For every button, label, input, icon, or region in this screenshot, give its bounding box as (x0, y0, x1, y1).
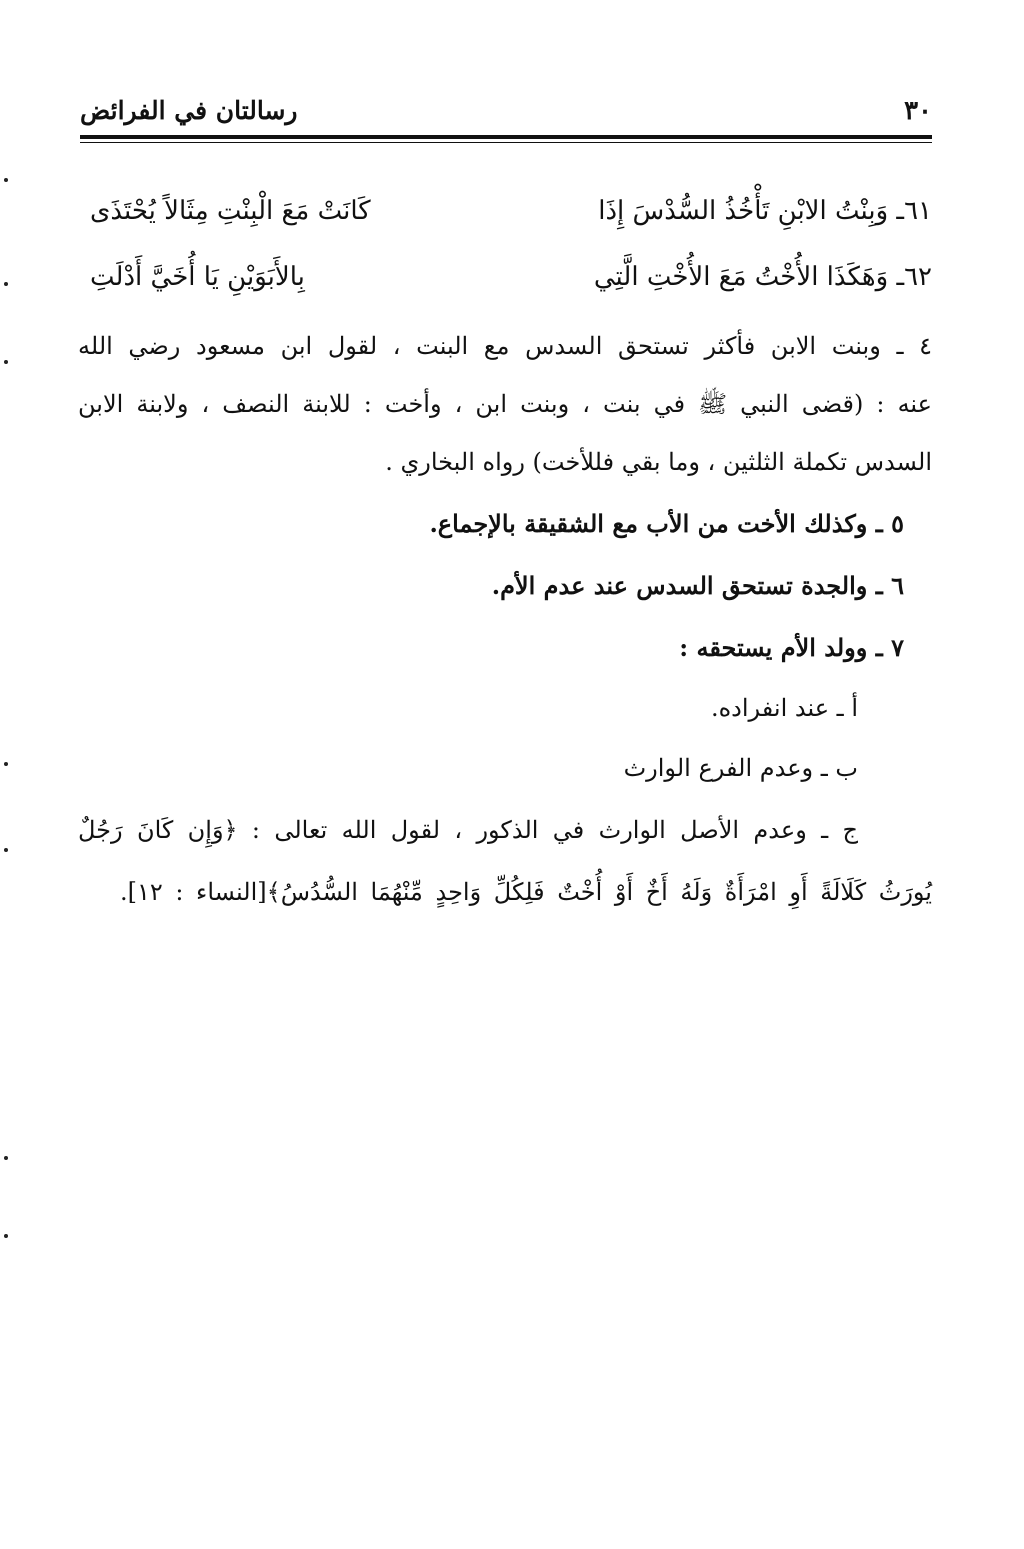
paragraph-5: ٥ ـ وكذلك الأخت من الأب مع الشقيقة بالإجماع. (429, 509, 904, 538)
scan-speck (4, 762, 8, 766)
verse-second-hemistich: بِالأَبَوَيْنِ يَا أُخَيَّ أَدْلَتِ (90, 262, 305, 292)
paragraph-7-item-c-line-2: يُورَثُ كَلَالَةً أَوِ امْرَأَةٌ وَلَهُ أَخٌ أَوْ أُخْتٌ فَلِكُلِّ وَاحِدٍ مِّنْهُمَا السُّدُسُ﴾[النساء : ١٢]. (120, 878, 932, 906)
paragraph-7: ٧ ـ وولد الأم يستحقه : (679, 633, 904, 662)
verse-second-hemistich: كَانَتْ مَعَ الْبِنْتِ مِثَالاً يُحْتَذَى (90, 196, 371, 226)
page-number: ٣٠ (904, 96, 932, 126)
verse-61 (90, 188, 932, 244)
paragraph-7-item-a: أ ـ عند انفراده. (710, 694, 858, 722)
book-title: رسالتان في الفرائض (80, 96, 298, 125)
scan-speck (4, 178, 8, 182)
paragraph-6: ٦ ـ والجدة تستحق السدس عند عدم الأم. (491, 571, 904, 600)
paragraph-7-item-c-line-1: ج ـ وعدم الأصل الوارث في الذكور ، لقول الله تعالى : ﴿وَإِن كَانَ رَجُلٌ (78, 816, 858, 844)
verse-first-hemistich: ٦٢ـ وَهَكَذَا الأُخْتُ مَعَ الأُخْتِ الَّتِي (593, 262, 932, 292)
scan-speck (4, 1156, 8, 1160)
scan-speck (4, 848, 8, 852)
header-rule-thin (80, 142, 932, 143)
scan-speck (4, 282, 8, 286)
scan-speck (4, 360, 8, 364)
paragraph-4-line-3: السدس تكملة الثلثين ، وما بقي فللأخت) رواه البخاري . (385, 448, 932, 476)
header-rule-thick (80, 135, 932, 139)
page-header (80, 92, 932, 132)
paragraph-7-item-b: ب ـ وعدم الفرع الوارث (623, 754, 858, 782)
paragraph-4-line-2: عنه : (قضى النبي ﷺ في بنت ، وبنت ابن ، وأخت : للابنة النصف ، ولابنة الابن (78, 390, 932, 418)
paragraph-4-line-1: ٤ ـ وبنت الابن فأكثر تستحق السدس مع البنت ، لقول ابن مسعود رضي الله (78, 332, 932, 360)
scan-speck (4, 1234, 8, 1238)
verse-62 (90, 254, 932, 310)
verse-first-hemistich: ٦١ـ وَبِنْتُ الابْنِ تَأْخُذُ السُّدْسَ إِذَا (598, 196, 932, 226)
